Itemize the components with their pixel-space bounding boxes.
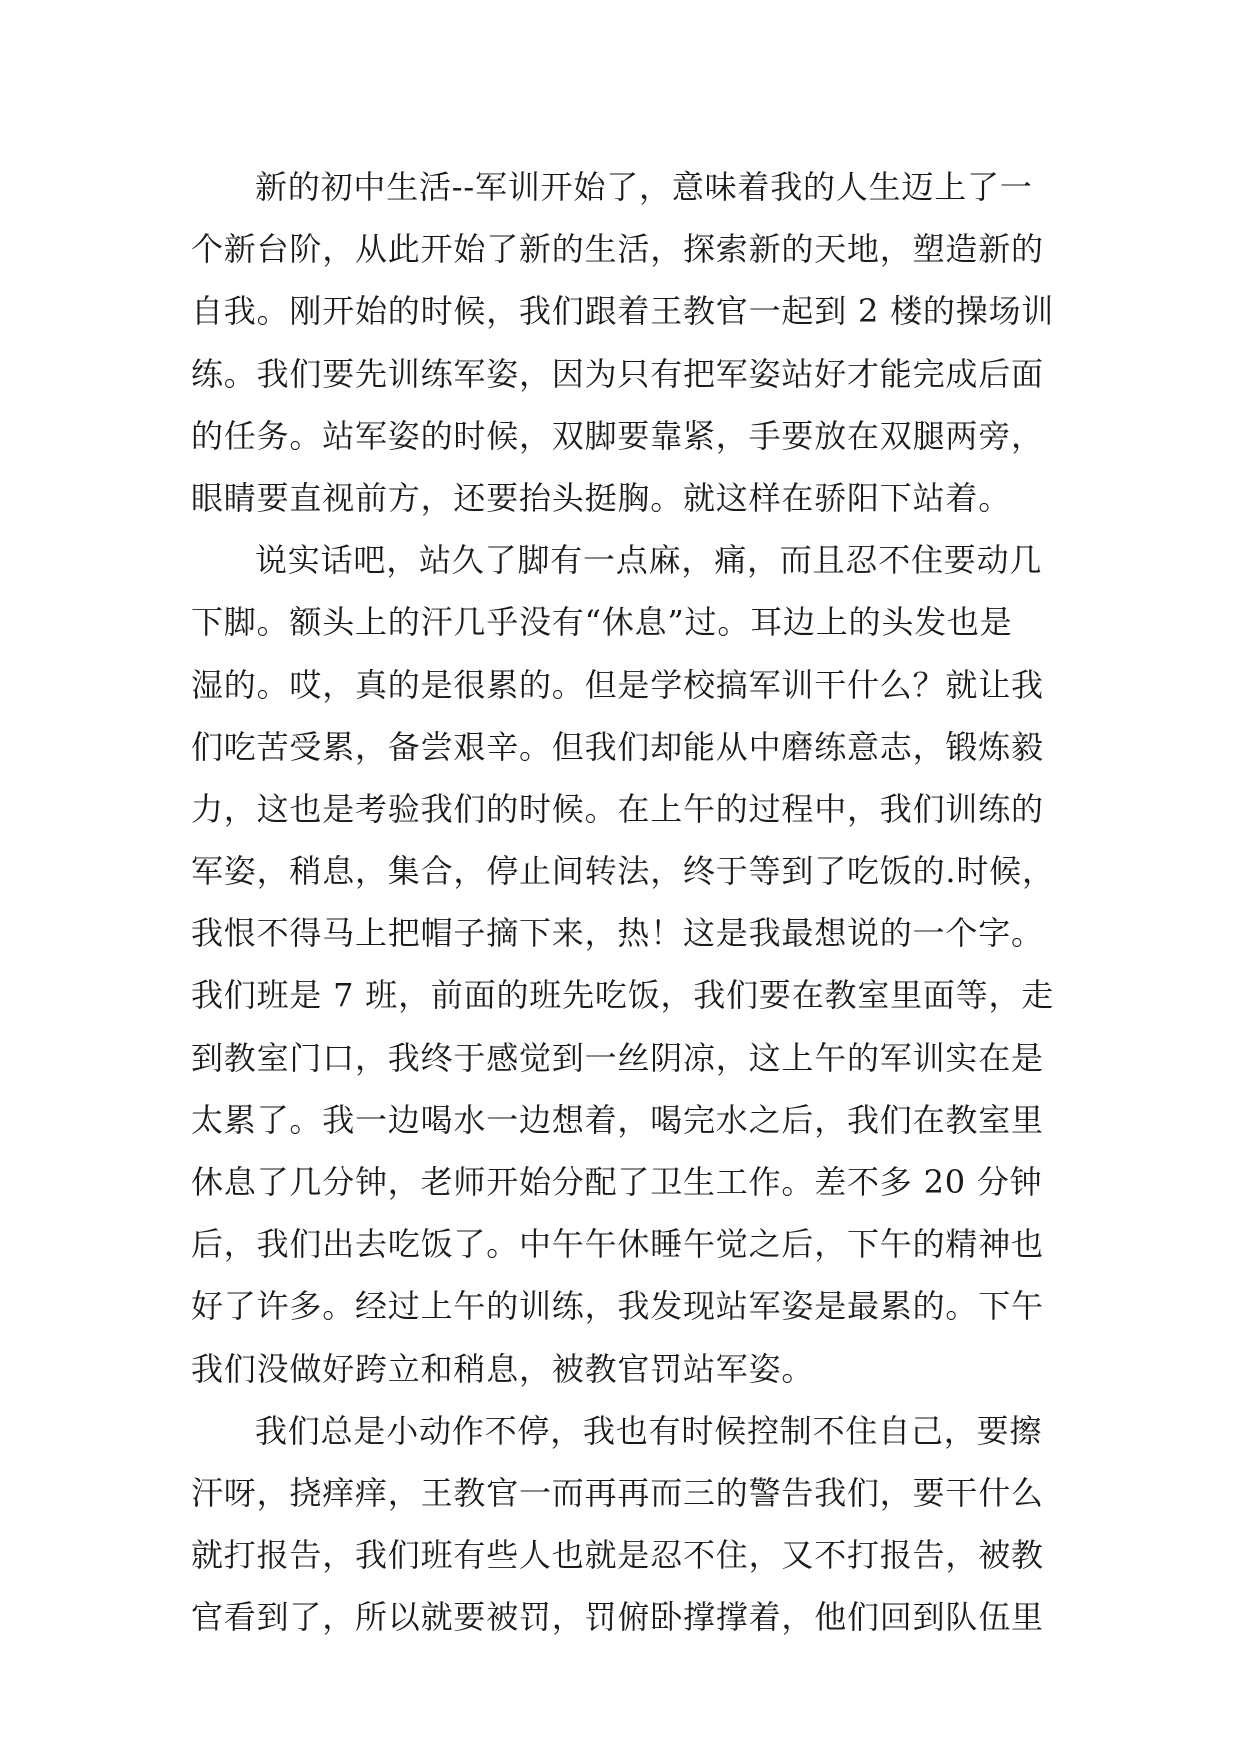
- text-line: 眼睛要直视前方，还要抬头挺胸。就这样在骄阳下站着。: [191, 478, 1012, 517]
- paragraph-2: [191, 529, 1061, 1400]
- text-line: 个新台阶，从此开始了新的生活，探索新的天地，塑造新的: [191, 230, 1044, 269]
- text-line: 好了许多。经过上午的训练，我发现站军姿是最累的。下午: [191, 1287, 1044, 1326]
- text-line: 到教室门口，我终于感觉到一丝阴凉，这上午的军训实在是: [191, 1038, 1044, 1077]
- text-line: 休息了几分钟，老师开始分配了卫生工作。差不多 20 分钟: [191, 1163, 1043, 1201]
- text-line: 后，我们出去吃饭了。中午午休睡午觉之后，下午的精神也: [191, 1225, 1044, 1264]
- text-line: 练。我们要先训练军姿，因为只有把军姿站好才能完成后面: [191, 354, 1044, 393]
- text-line: 力，这也是考验我们的时候。在上午的过程中，我们训练的: [191, 789, 1044, 828]
- paragraph-3: [191, 1400, 1061, 1649]
- text-line: 我们总是小动作不停，我也有时候控制不住自己，要擦: [255, 1411, 1043, 1450]
- text-line: 汗呀，挠痒痒，王教官一而再再而三的警告我们，要干什么: [191, 1473, 1044, 1512]
- text-line: 我们没做好跨立和稍息，被教官罚站军姿。: [191, 1349, 815, 1388]
- paragraph-1: [191, 156, 1061, 529]
- text-line: 下脚。额头上的汗几乎没有“休息”过。耳边上的头发也是: [191, 603, 1013, 642]
- text-line: 我恨不得马上把帽子摘下来，热！这是我最想说的一个字。: [191, 914, 1044, 953]
- text-line: 就打报告，我们班有些人也就是忍不住，又不打报告，被教: [191, 1536, 1044, 1575]
- text-line: 们吃苦受累，备尝艰辛。但我们却能从中磨练意志，锻炼毅: [191, 727, 1044, 766]
- text-line: 自我。刚开始的时候，我们跟着王教官一起到 2 楼的操场训: [191, 292, 1055, 331]
- text-line: 军姿，稍息，集合，停止间转法，终于等到了吃饭的.时候，: [191, 852, 1055, 891]
- text-line: 我们班是 7 班，前面的班先吃饭，我们要在教室里面等，走: [191, 976, 1055, 1015]
- text-line: 说实话吧，站久了脚有一点麻，痛，而且忍不住要动几: [255, 541, 1043, 580]
- text-line: 湿的。哎，真的是很累的。但是学校搞军训干什么？就让我: [191, 665, 1044, 704]
- text-line: 太累了。我一边喝水一边想着，喝完水之后，我们在教室里: [191, 1100, 1044, 1139]
- text-line: 新的初中生活--军训开始了，意味着我的人生迈上了一: [255, 168, 1033, 206]
- text-line: 官看到了，所以就要被罚，罚俯卧撑撑着，他们回到队伍里: [191, 1598, 1044, 1637]
- document-body: [191, 156, 1061, 1649]
- text-line: 的任务。站军姿的时候，双脚要靠紧，手要放在双腿两旁，: [191, 416, 1044, 455]
